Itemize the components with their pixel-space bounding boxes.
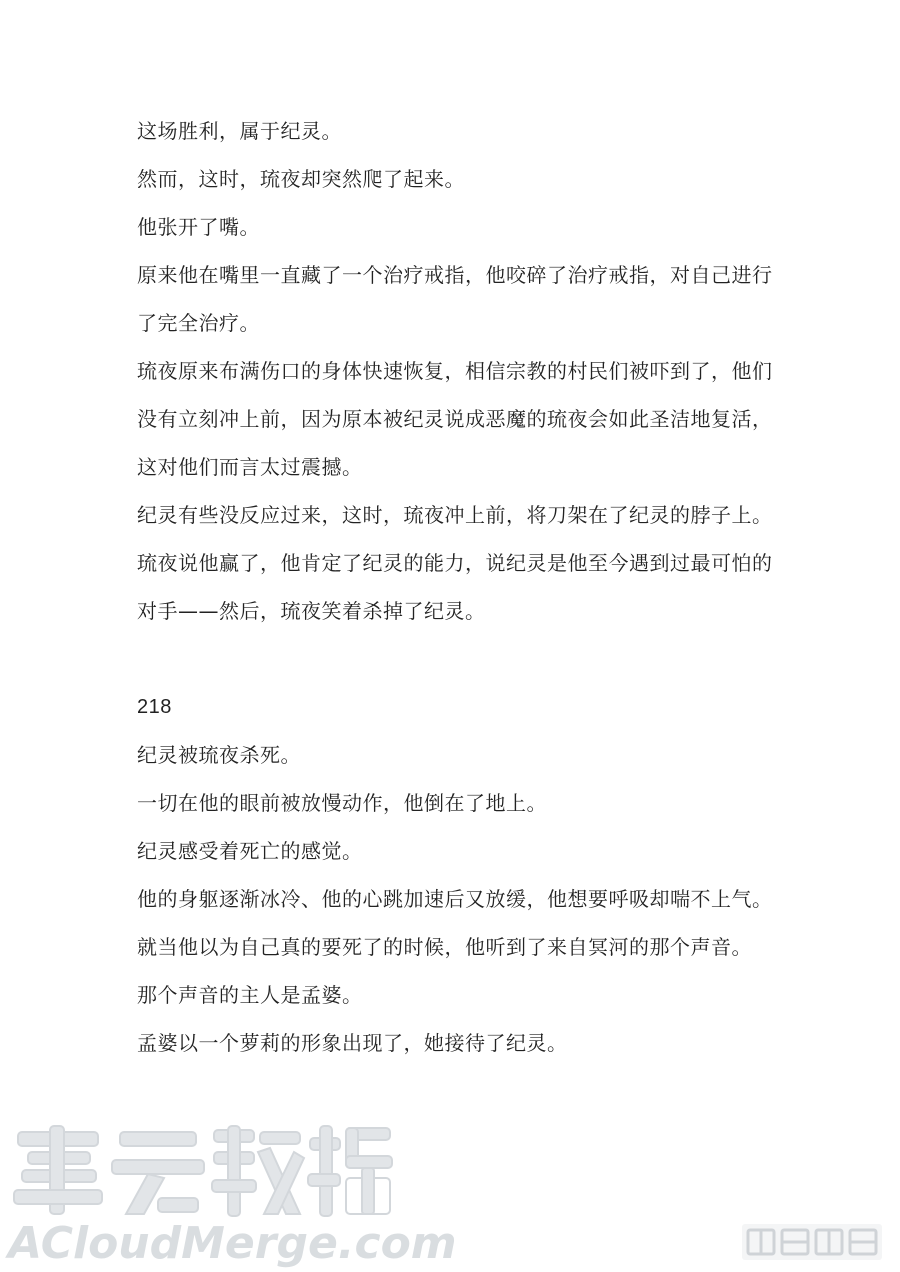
paragraph: 他的身躯逐渐冰冷、他的心跳加速后又放缓，他想要呼吸却喘不上气。 <box>137 887 773 911</box>
watermark-cjk-logo <box>8 1118 398 1230</box>
section-1 <box>137 107 777 635</box>
paragraph: 纪灵被琉夜杀死。 <box>137 743 301 767</box>
paragraph: 纪灵有些没反应过来，这时，琉夜冲上前，将刀架在了纪灵的脖子上。 <box>137 503 773 527</box>
section-2 <box>137 683 777 1067</box>
paragraph: 就当他以为自己真的要死了的时候，他听到了来自冥河的那个声音。 <box>137 935 752 959</box>
chapter-number: 218 <box>137 696 172 718</box>
paragraph: 那个声音的主人是孟婆。 <box>137 983 363 1007</box>
paragraph: 琉夜说他赢了，他肯定了纪灵的能力，说纪灵是他至今遇到过最可怕的对手——然后，琉夜笑着杀掉了纪灵。 <box>137 551 773 623</box>
paragraph: 他张开了嘴。 <box>137 215 260 239</box>
watermark-latin-logo: ACloudMerge.com <box>8 1218 457 1269</box>
paragraph: 孟婆以一个萝莉的形象出现了，她接待了纪灵。 <box>137 1031 568 1055</box>
paragraph: 纪灵感受着死亡的感觉。 <box>137 839 363 863</box>
paragraph: 琉夜原来布满伤口的身体快速恢复，相信宗教的村民们被吓到了，他们没有立刻冲上前，因为原本被纪灵说成恶魔的琉夜会如此圣洁地复活，这对他们而言太过震撼。 <box>137 359 773 479</box>
watermark-brand-logo <box>742 1224 882 1260</box>
paragraph: 一切在他的眼前被放慢动作，他倒在了地上。 <box>137 791 547 815</box>
paragraph: 原来他在嘴里一直藏了一个治疗戒指，他咬碎了治疗戒指，对自己进行了完全治疗。 <box>137 263 773 335</box>
paragraph: 这场胜利，属于纪灵。 <box>137 119 342 143</box>
paragraph: 然而，这时，琉夜却突然爬了起来。 <box>137 167 465 191</box>
